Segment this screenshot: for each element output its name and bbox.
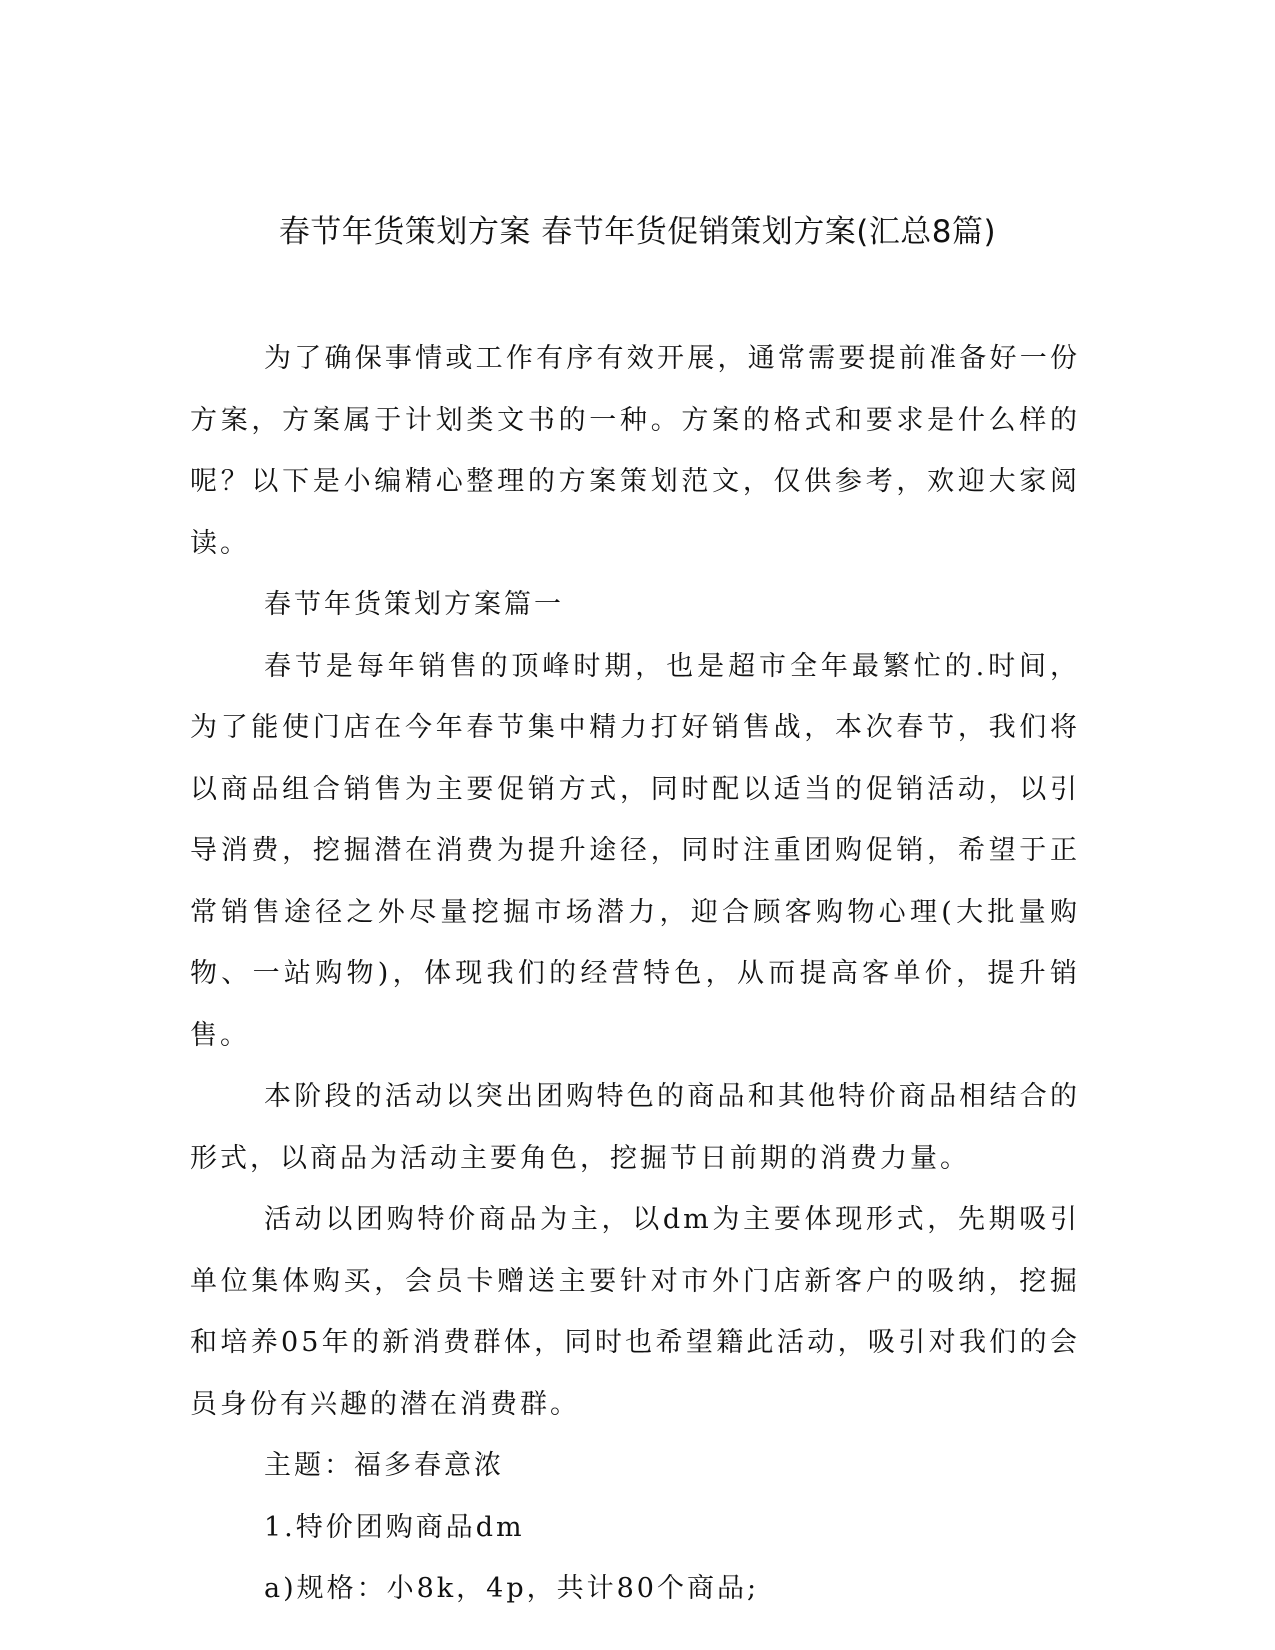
document-body — [190, 328, 1080, 1620]
paragraph: 本阶段的活动以突出团购特色的商品和其他特价商品相结合的形式，以商品为活动主要角色，挖掘节日前期的消费力量。 — [190, 1081, 1080, 1174]
paragraph: 活动以团购特价商品为主，以dm为主要体现形式，先期吸引单位集体购买，会员卡赠送主要针对市外门店新客户的吸纳，挖掘和培养05年的新消费群体，同时也希望籍此活动，吸引对我们的会员身份有兴趣的潜在消费群。 — [190, 1204, 1080, 1420]
paragraph: 春节是每年销售的顶峰时期，也是超市全年最繁忙的.时间，为了能使门店在今年春节集中精力打好销售战，本次春节，我们将以商品组合销售为主要促销方式，同时配以适当的促销活动，以引导消费，挖掘潜在消费为提升途径，同时注重团购促销，希望于正常销售途径之外尽量挖掘市场潜力，迎合顾客购物心理(大批量购物、一站购物)，体现我们的经营特色，从而提高客单价，提升销售。 — [190, 650, 1080, 1051]
paragraph-intro: 为了确保事情或工作有序有效开展，通常需要提前准备好一份方案，方案属于计划类文书的一种。方案的格式和要求是什么样的呢？以下是小编精心整理的方案策划范文，仅供参考，欢迎大家阅读。 — [190, 343, 1080, 559]
list-item: 1.特价团购商品dm — [264, 1511, 525, 1543]
section-heading: 春节年货策划方案篇一 — [264, 589, 564, 620]
list-item: a)规格：小8k，4p，共计80个商品; — [264, 1573, 760, 1604]
theme-line: 主题：福多春意浓 — [264, 1450, 504, 1481]
document-title: 春节年货策划方案 春节年货促销策划方案(汇总8篇) — [278, 214, 997, 250]
